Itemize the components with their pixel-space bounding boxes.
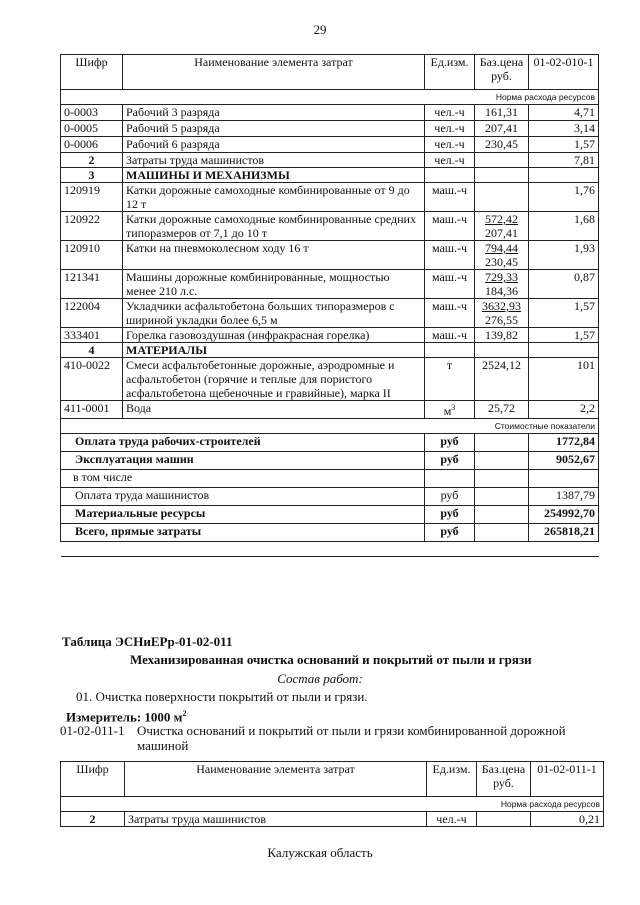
resource-table-1 (60, 54, 599, 557)
summary-price (475, 434, 529, 452)
row-name: Рабочий 3 разряда (123, 105, 425, 121)
row-price (475, 241, 529, 270)
summary-row (61, 506, 599, 524)
price-secondary: 276,55 (485, 313, 518, 327)
summary-price (475, 506, 529, 524)
summary-name: Материальные ресурсы (61, 506, 425, 524)
row-code: 333401 (61, 328, 123, 343)
row-price: 139,82 (475, 328, 529, 343)
row-name: Затраты труда машинистов (123, 153, 425, 168)
work-item: 01. Очистка поверхности покрытий от пыли и грязи. (76, 689, 368, 704)
header-price: Баз.цена руб. (477, 762, 531, 797)
row-name: Машины дорожные комбинированные, мощностью менее 210 л.с. (123, 270, 425, 299)
spacer-cell (61, 542, 599, 557)
price-secondary: 184,36 (485, 284, 518, 298)
footer-region: Калужская область (267, 845, 373, 860)
row-name: Укладчики асфальтобетона больших типоразмеров с шириной укладки более 6,5 м (123, 299, 425, 328)
header-unit: Ед.изм. (425, 55, 475, 90)
row-name: Вода (123, 401, 425, 419)
row-name: Катки на пневмоколесном ходу 16 т (123, 241, 425, 270)
summary-value (529, 470, 599, 488)
row-unit: маш.-ч (425, 270, 475, 299)
summary-unit: руб (425, 452, 475, 470)
page-number: 29 (313, 22, 327, 37)
row-unit: чел.-ч (427, 812, 477, 827)
table-header-row (61, 55, 599, 90)
row-price: 2524,12 (475, 358, 529, 401)
summary-row (61, 524, 599, 542)
row-code: 120910 (61, 241, 123, 270)
row-name: Смеси асфальтобетонные дорожные, аэродромные и асфальтобетон (горячие и теплые для пористого асфальтобетона щебеночные и гравийные), марка II (123, 358, 425, 401)
header-rate: 01-02-011-1 (531, 762, 604, 797)
row-value (529, 343, 599, 358)
row-value: 7,81 (529, 153, 599, 168)
row-unit: $м^3$ (425, 401, 475, 419)
row-unit: чел.-ч (425, 121, 475, 137)
row-unit: маш.-ч (425, 241, 475, 270)
row-name: Катки дорожные самоходные комбинированные средних типоразмеров от 7,1 до 10 т (123, 212, 425, 241)
row-value (529, 168, 599, 183)
norm-label-row (61, 90, 599, 105)
row-code: 0-0003 (61, 105, 123, 121)
row-value: 1,57 (529, 299, 599, 328)
norm-label: Норма расхода ресурсов (61, 797, 604, 812)
row-price (475, 183, 529, 212)
price-secondary: 230,45 (485, 255, 518, 269)
row-unit: чел.-ч (425, 153, 475, 168)
summary-unit: руб (425, 524, 475, 542)
summary-price (475, 470, 529, 488)
summary-value: 9052,67 (529, 452, 599, 470)
table-row (61, 358, 599, 401)
row-name: Затраты труда машинистов (125, 812, 427, 827)
summary-value: 254992,70 (529, 506, 599, 524)
row-code: 121341 (61, 270, 123, 299)
row-value: 1,93 (529, 241, 599, 270)
header-name: Наименование элемента затрат (123, 55, 425, 90)
row-value: 1,57 (529, 328, 599, 343)
summary-name: в том числе (61, 470, 425, 488)
row-code: 410-0022 (61, 358, 123, 401)
summary-value: 1772,84 (529, 434, 599, 452)
table-row (61, 299, 599, 328)
row-price (477, 812, 531, 827)
row-code: 0-0005 (61, 121, 123, 137)
row-code: 2 (61, 153, 123, 168)
summary-row (61, 452, 599, 470)
row-name: Рабочий 5 разряда (123, 121, 425, 137)
section-heading: Механизированная очистка оснований и покрытий от пыли и грязи (130, 652, 532, 667)
row-price (475, 270, 529, 299)
row-code: 120922 (61, 212, 123, 241)
price-value: 729,33 (485, 270, 518, 284)
row-unit: маш.-ч (425, 183, 475, 212)
row-unit (425, 343, 475, 358)
norm-label-row (61, 797, 604, 812)
row-value: 1,68 (529, 212, 599, 241)
row-price: 230,45 (475, 137, 529, 153)
row-value: 1,57 (529, 137, 599, 153)
header-code: Шифр (61, 762, 125, 797)
summary-unit: руб (425, 506, 475, 524)
summary-value: 265818,21 (529, 524, 599, 542)
table-row (61, 183, 599, 212)
row-price: 161,31 (475, 105, 529, 121)
table-row (61, 328, 599, 343)
norm-label: Норма расхода ресурсов (61, 90, 599, 105)
price-value: 794,44 (485, 241, 518, 255)
row-name: Катки дорожные самоходные комбинированные от 9 до 12 т (123, 183, 425, 212)
table-row (61, 153, 599, 168)
summary-unit: руб (425, 488, 475, 506)
summary-row (61, 488, 599, 506)
row-unit (425, 168, 475, 183)
header-code: Шифр (61, 55, 123, 90)
row-price (475, 299, 529, 328)
summary-value: 1387,79 (529, 488, 599, 506)
table-row (61, 812, 604, 827)
row-code: 122004 (61, 299, 123, 328)
table-bottom-spacer (61, 542, 599, 557)
row-name: Горелка газовоздушная (инфракрасная горелка) (123, 328, 425, 343)
row-unit: маш.-ч (425, 299, 475, 328)
cost-label-row (61, 419, 599, 434)
resource-table-2 (60, 761, 604, 827)
summary-row (61, 470, 599, 488)
row-value: 2,2 (529, 401, 599, 419)
row-unit: чел.-ч (425, 137, 475, 153)
table-row (61, 105, 599, 121)
row-value: 1,76 (529, 183, 599, 212)
row-price: 207,41 (475, 121, 529, 137)
table-row (61, 168, 599, 183)
summary-price (475, 452, 529, 470)
row-price (475, 168, 529, 183)
row-value: 0,87 (529, 270, 599, 299)
table2-header-row (61, 762, 604, 797)
header-unit: Ед.изм. (427, 762, 477, 797)
summary-name: Оплата труда машинистов (61, 488, 425, 506)
price-value: 3632,93 (482, 299, 521, 313)
summary-price (475, 488, 529, 506)
summary-name: Всего, прямые затраты (61, 524, 425, 542)
row-unit: т (425, 358, 475, 401)
row-price (475, 343, 529, 358)
header-name: Наименование элемента затрат (125, 762, 427, 797)
item-code: 01-02-011-1 (60, 723, 125, 738)
table-row (61, 241, 599, 270)
row-name: Рабочий 6 разряда (123, 137, 425, 153)
row-value: 101 (529, 358, 599, 401)
row-price: 25,72 (475, 401, 529, 419)
row-code: 4 (61, 343, 123, 358)
row-unit: маш.-ч (425, 212, 475, 241)
row-code: 120919 (61, 183, 123, 212)
header-price: Баз.цена руб. (475, 55, 529, 90)
header-rate: 01-02-010-1 (529, 55, 599, 90)
row-name: МАТЕРИАЛЫ (123, 343, 425, 358)
meter-label: Измеритель: 1000 $м^2$ (66, 709, 187, 725)
summary-unit: руб (425, 434, 475, 452)
summary-name: Эксплуатация машин (61, 452, 425, 470)
summary-price (475, 524, 529, 542)
row-unit: чел.-ч (425, 105, 475, 121)
table-row (61, 270, 599, 299)
item-description: Очистка оснований и покрытий от пыли и грязи комбинированной дорожной машиной (137, 723, 566, 753)
cost-label: Стоимостные показатели (61, 419, 599, 434)
summary-row (61, 434, 599, 452)
summary-unit (425, 470, 475, 488)
work-label: Состав работ: (277, 671, 363, 686)
row-value: 4,71 (529, 105, 599, 121)
row-value: 3,14 (529, 121, 599, 137)
row-price (475, 153, 529, 168)
table-row (61, 212, 599, 241)
row-unit: маш.-ч (425, 328, 475, 343)
table-row (61, 343, 599, 358)
row-code: 2 (61, 812, 125, 827)
row-price (475, 212, 529, 241)
table-row (61, 401, 599, 419)
row-code: 411-0001 (61, 401, 123, 419)
table-row (61, 121, 599, 137)
table-row (61, 137, 599, 153)
table-title: Таблица ЭСНиЕРр-01-02-011 (62, 634, 233, 649)
summary-name: Оплата труда рабочих-строителей (61, 434, 425, 452)
row-code: 3 (61, 168, 123, 183)
price-value: 572,42 (485, 212, 518, 226)
row-code: 0-0006 (61, 137, 123, 153)
price-secondary: 207,41 (485, 226, 518, 240)
row-value: 0,21 (531, 812, 604, 827)
row-name: МАШИНЫ И МЕХАНИЗМЫ (123, 168, 425, 183)
